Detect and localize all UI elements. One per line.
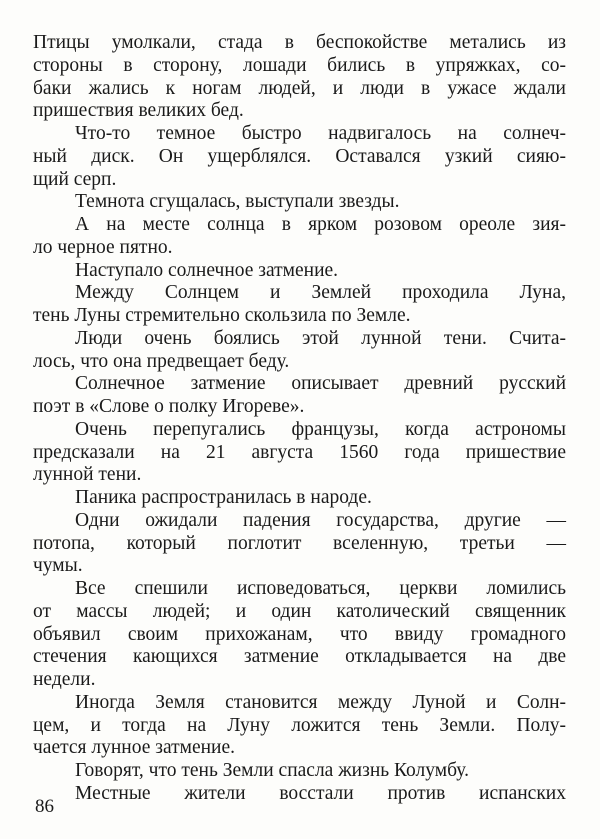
page-body-text bbox=[33, 32, 566, 806]
text-line: Паника распространилась в народе. bbox=[75, 487, 372, 508]
text-line: Говорят, что тень Земли спасла жизнь Колумбу. bbox=[75, 760, 469, 781]
paragraph bbox=[33, 282, 566, 328]
text-line: Наступало солнечное затмение. bbox=[75, 259, 339, 281]
text-line: Что-то темное быстро надвигалось на солнеч- bbox=[75, 123, 566, 144]
text-line: пришествия великих бед. bbox=[33, 100, 244, 122]
text-line: стечения кающихся затмение откладывается на две bbox=[33, 646, 566, 668]
text-line: Солнечное затмение описывает древний русский bbox=[75, 373, 566, 395]
text-line: чумы. bbox=[33, 555, 83, 577]
text-line: Все спешили исповедоваться, церкви ломились bbox=[75, 578, 566, 599]
text-line: Люди очень боялись этой лунной тени. Счита- bbox=[75, 327, 566, 349]
text-line: ло черное пятно. bbox=[33, 236, 173, 258]
page-number: 86 bbox=[35, 796, 54, 817]
text-line: Птицы умолкали, стада в беспокойстве метались из bbox=[33, 32, 566, 53]
text-line: объявил своим прихожанам, что ввиду громадного bbox=[33, 623, 566, 645]
paragraph bbox=[33, 692, 566, 760]
paragraph bbox=[33, 510, 566, 578]
text-line: цем, и тогда на Луну ложится тень Земли. Полу- bbox=[33, 714, 566, 736]
paragraph bbox=[33, 328, 566, 374]
text-line: Между Солнцем и Землей проходила Луна, bbox=[75, 282, 566, 304]
paragraph bbox=[33, 783, 566, 806]
paragraph bbox=[33, 487, 566, 510]
text-line: щий серп. bbox=[33, 168, 117, 190]
text-line: недели. bbox=[33, 669, 96, 690]
paragraph bbox=[33, 419, 566, 487]
text-line: лунной тени. bbox=[33, 464, 142, 486]
paragraph bbox=[33, 578, 566, 692]
text-line: тень Луны стремительно скользила по Земле. bbox=[33, 305, 411, 326]
text-line: поэт в «Слове о полку Игореве». bbox=[33, 396, 305, 417]
text-line: Иногда Земля становится между Луной и Солн- bbox=[75, 691, 566, 713]
text-line: ный диск. Он ущерблялся. Оставался узкий сияю- bbox=[33, 145, 566, 167]
text-line: предсказали на 21 августа 1560 года пришествие bbox=[33, 441, 566, 463]
paragraph bbox=[33, 214, 566, 260]
text-line: лось, что она предвещает беду. bbox=[33, 350, 290, 372]
paragraph bbox=[33, 191, 566, 214]
text-line: Местные жители восстали против испанских bbox=[75, 782, 566, 804]
paragraph bbox=[33, 373, 566, 419]
paragraph bbox=[33, 260, 566, 283]
text-line: потопа, который поглотит вселенную, третьи — bbox=[33, 532, 566, 554]
paragraph bbox=[33, 123, 566, 191]
text-line: от массы людей; и один католический священник bbox=[33, 600, 566, 622]
text-line: чается лунное затмение. bbox=[33, 737, 236, 759]
text-line: стороны в сторону, лошади бились в упряжках, со- bbox=[33, 54, 566, 76]
text-line: А на месте солнца в ярком розовом ореоле зия- bbox=[75, 214, 566, 235]
paragraph bbox=[33, 32, 566, 123]
paragraph bbox=[33, 760, 566, 783]
text-line: Очень перепугались французы, когда астрономы bbox=[75, 418, 566, 440]
text-line: Одни ожидали падения государства, другие — bbox=[75, 509, 566, 531]
text-line: Темнота сгущалась, выступали звезды. bbox=[75, 191, 400, 213]
text-line: баки жались к ногам людей, и люди в ужасе ждали bbox=[33, 77, 566, 99]
